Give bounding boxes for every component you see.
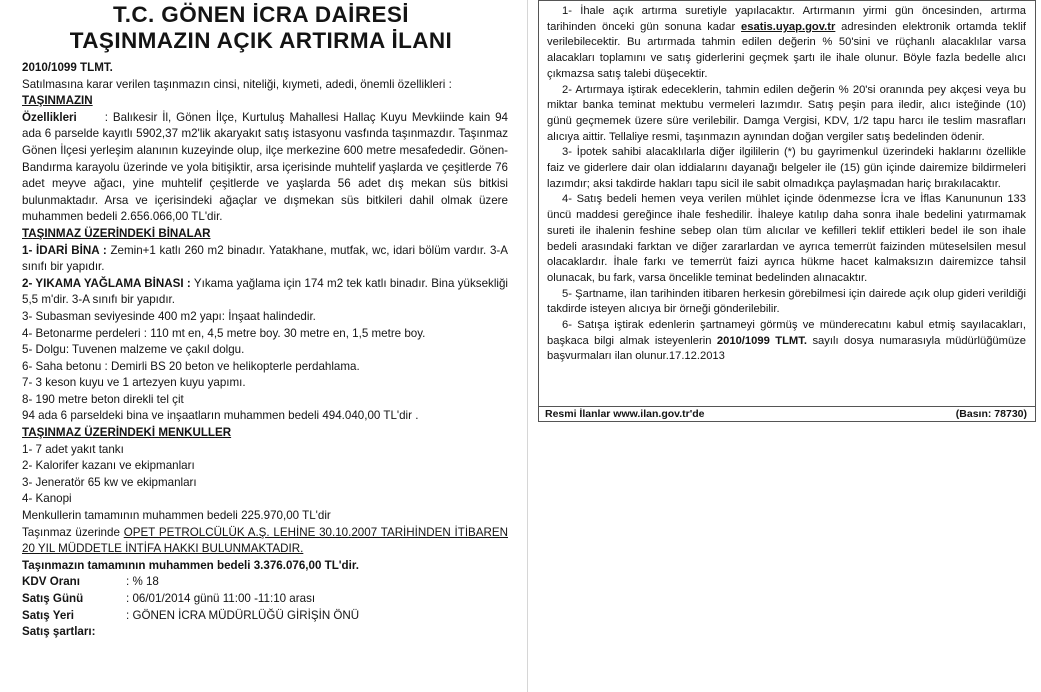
bina-2-label: 2- YIKAMA YAĞLAMA BİNASI : <box>22 276 191 290</box>
menkul-item: 1- 7 adet yakıt tankı <box>22 442 124 456</box>
sart-2: 2- Artırmaya iştirak edeceklerin, tahmin edilen değerin % 20'si oranında pey akçesi veya bu miktar banka teminat mektubu vermeleri lazımdır. Satış peşin para iledir, alıcı isteğinde (10) günü geçmemek üzere süre verilebilir. Damga Vergisi, KDV, 1/2 tapu harcı ile teslim masrafları alıcıya aittir. Tellaliye resmi, taşınmazın aynından doğan vergiler satış bedelinden ödenir. <box>547 83 1026 143</box>
satis-sartlari-label: Satış şartları: <box>22 625 96 639</box>
intifa-prefix: Taşınmaz üzerinde <box>22 525 124 539</box>
notice-footer <box>539 406 1035 421</box>
menkul-heading: TAŞINMAZ ÜZERİNDEKİ MENKULLER <box>22 426 232 440</box>
sart-6-file: 2010/1099 TLMT. <box>716 334 807 347</box>
menkul-bedel: Menkullerin tamamının muhammen bedeli 225.970,00 TL'dir <box>22 509 331 523</box>
kdv-row <box>7 574 508 591</box>
menkul-item: 4- Kanopi <box>22 492 72 506</box>
satis-gunu-label: Satış Günü <box>22 592 84 605</box>
notice-title: TAŞINMAZIN AÇIK ARTIRMA İLANI <box>69 28 453 53</box>
sart-1-b: adresinden elektronik ortamda teklif verilebilecektir. Bu artırmada tahmin edilen değerin % 50'sini ve rüçhanlı alacaklılar varsa alacakları toplamını ve satış giderlerini geçmek şartı ile ihale olunur. Böyle fazla bedelle alıcı çıkmazsa satış talebi düşecektir. <box>547 20 1026 80</box>
footer-source[interactable]: Resmi İlanlar www.ilan.gov.tr'de <box>545 408 705 420</box>
menkul-item: 2- Kalorifer kazanı ve ekipmanları <box>22 459 195 473</box>
sart-6 <box>547 318 1026 365</box>
satis-yeri-value: : GÖNEN İCRA MÜDÜRLÜĞÜ GİRİŞİN ÖNÜ <box>126 608 360 622</box>
satis-gunu-row <box>7 591 508 608</box>
satis-yeri-row <box>7 608 508 625</box>
bina-1 <box>7 243 508 276</box>
sart-4: 4- Satış bedeli hemen veya verilen mühlet içinde ödenmezse İcra ve İflas Kanununun 133 üncü maddesi gereğince ihale feshedilir. İhaleye katılıp daha sonra ihale bedelini yatırmamak sureti ile ihalenin feshine sebep olan tüm alıcılar ve kefilleri teklif ettikleri bedel ile son ihale bedeli arasındaki farktan ve diğer zararlardan ve ayrıca temerrüt faizinden müteselsilen mesul olacaklardır. İhale farkı ve temerrüt faizi ayrıca hükme hacet kalmaksızın dairemizce tahsil olunacak, bu fark, varsa öncelikle teminat bedelinden alınacaktır. <box>547 193 1026 284</box>
sart-1-a: 1- İhale açık artırma suretiyle yapılacaktır. Artırmanın yirmi gün öncesinden, artırma tarihinden önceki gün sonuna kadar <box>547 5 1026 33</box>
right-body <box>539 1 1035 365</box>
bina-item: 6- Saha betonu : Demirli BS 20 beton ve helikopterle perdahlama. <box>22 359 360 373</box>
ozellikler-text: : Balıkesir İl, Gönen İlçe, Kurtuluş Mahallesi Hallaç Kuyu Mevkiinde kain 94 ada 6 parselde kayıtlı 5902,37 m2'lik akaryakıt satış istasyonu vasfında taşınmazdır. Taşınmaz Gönen İlçesi yerleşim alanının kuzeyinde olup, ilçe merkezine 600 metre mesafededir. Gönen-Bandırma karayolu üzerinde ve yola bitişiktir, arsa içerisinde muhtelif yaşlarda ve çeşitlerde 76 adet meyve ağacı, yine muhtelif çeşitlerde ve yaşlarda 56 adet dış mekan süs bitkisi bulunmaktadır. Arsa ve içerisindeki ağaçlar ve dışmekan süs bitkileri dahil olmak üzere muhammen bedeli 2.656.066,00 TL'dir. <box>22 110 508 224</box>
satis-yeri-label: Satış Yeri <box>22 608 74 622</box>
ozellikler-label: Özellikleri <box>22 110 77 124</box>
menkul-item: 3- Jeneratör 65 kw ve ekipmanları <box>22 475 197 489</box>
sart-3: 3- İpotek sahibi alacaklılarla diğer ilgililerin (*) bu gayrimenkul üzerindeki haklarını özellikle faiz ve giderlere dair olan iddialarını dayanağı belgeler ile (15) gün içinde dairemize bildirmeleri lazımdır; aksi takdirde hakları tapu sicil ile sabit olmadıkça paylaşmadan hariç bırakılacaktır. <box>547 146 1026 190</box>
ozellikler-paragraph <box>7 110 508 226</box>
footer-basin: (Basın: 78730) <box>955 408 1027 420</box>
bina-bedel: 94 ada 6 parseldeki bina ve inşaatların muhammen bedeli 494.040,00 TL'dir . <box>22 409 419 423</box>
esatis-link[interactable]: esatis.uyap.gov.tr <box>741 20 836 33</box>
sart-5: 5- Şartname, ilan tarihinden itibaren herkesin görebilmesi için dairede açık olup gideri verildiği takdirde isteyen alıcıya bir örneği gönderilebilir. <box>547 287 1026 316</box>
kdv-label: KDV Oranı <box>22 575 80 589</box>
satis-gunu-value: : 06/01/2014 günü 11:00 -11:10 arası <box>126 592 316 605</box>
bina-1-text: Zemin+1 katlı 260 m2 binadır. Yatakhane, mutfak, wc, idari bölüm vardır. 3-A sınıfı bir yapıdır. <box>22 243 508 274</box>
bina-2-text: Yıkama yağlama için 174 m2 tek katlı binadır. Bina yüksekliği 5,5 m'dir. 3-A sınıfı bir yapıdır. <box>22 276 509 307</box>
bina-item: 7- 3 keson kuyu ve 1 artezyen kuyu yapımı. <box>22 376 246 390</box>
toplam-bedel: Taşınmazın tamamının muhammen bedeli 3.376.076,00 TL'dir. <box>22 558 359 572</box>
court-title: T.C. GÖNEN İCRA DAİRESİ <box>113 2 409 27</box>
kdv-value: : % 18 <box>126 575 159 589</box>
bina-item: 3- Subasman seviyesinde 400 m2 yapı: İnşaat halindedir. <box>22 309 316 323</box>
bina-1-label: 1- İDARİ BİNA : <box>22 243 107 257</box>
right-column <box>538 0 1036 422</box>
column-divider <box>527 0 528 692</box>
tasinmaz-heading: TAŞINMAZIN <box>22 94 93 108</box>
sart-6-a: 6- Satışa iştirak edenlerin şartnameyi görmüş ve münderecatını kabul etmiş sayılacakları, başkaca bilgi almak isteyenlerin <box>547 319 1026 347</box>
bina-item: 4- Betonarme perdeleri : 110 mt en, 4,5 metre boy. 30 metre en, 1,5 metre boy. <box>22 326 426 340</box>
file-number: 2010/1099 TLMT. <box>22 61 113 74</box>
intro-text: Satılmasına karar verilen taşınmazın cinsi, niteliği, kıymeti, adedi, önemli özellikleri : <box>22 77 452 91</box>
sart-1 <box>547 4 1026 83</box>
intifa-text: OPET PETROLCÜLÜK A.Ş. LEHİNE 30.10.2007 TARİHİNDEN İTİBAREN 20 YIL MÜDDETLE İNTİFA HAKKI BULUNMAKTADIR. <box>22 525 508 556</box>
intifa-paragraph <box>7 525 508 558</box>
bina-2 <box>7 276 508 309</box>
sart-6-b: sayılı dosya numarasıyla müdürlüğümüze başvurmaları ilan olunur.17.12.2013 <box>547 334 1026 363</box>
binalar-heading: TAŞINMAZ ÜZERİNDEKİ BİNALAR <box>22 226 211 240</box>
bina-item: 8- 190 metre beton direkli tel çit <box>22 392 184 406</box>
left-body <box>0 54 522 641</box>
bina-item: 5- Dolgu: Tuvenen malzeme ve çakıl dolgu. <box>22 343 245 357</box>
